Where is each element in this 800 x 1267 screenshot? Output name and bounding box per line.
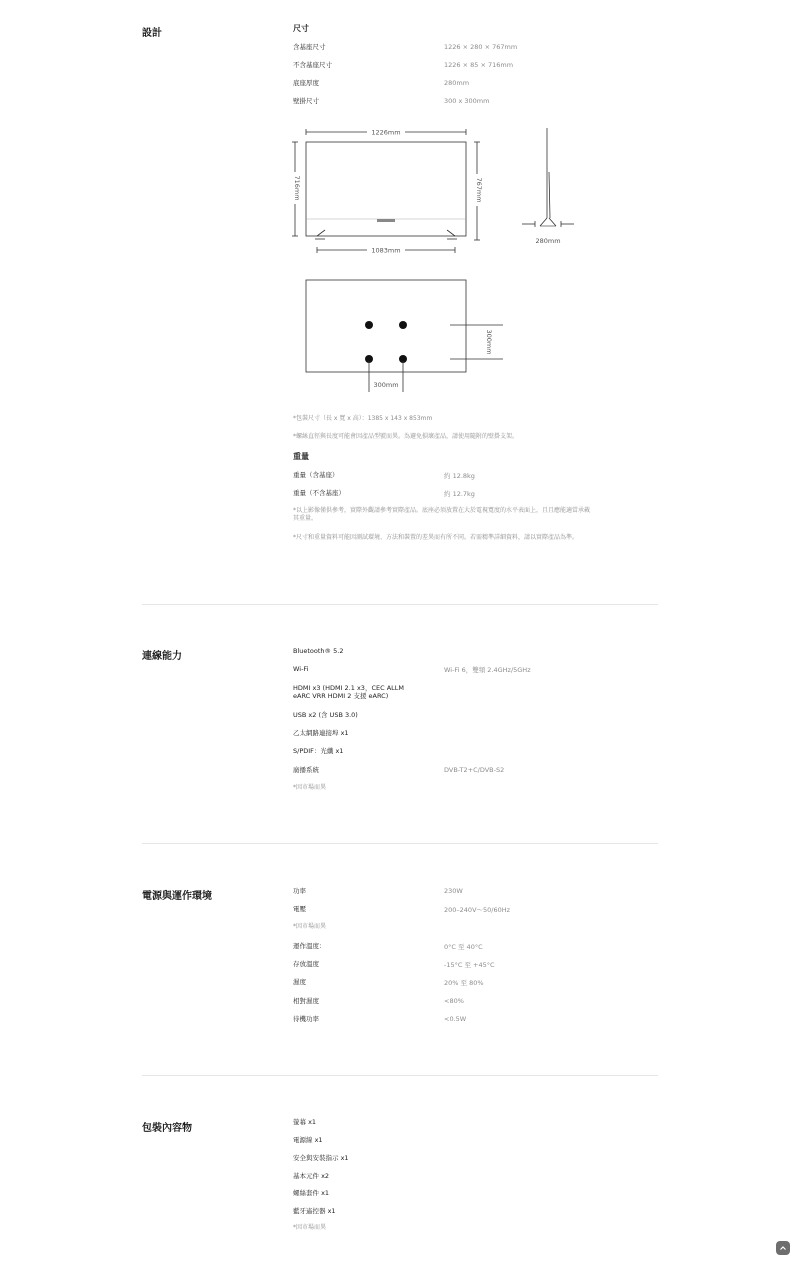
- power-label: 電壓: [293, 905, 306, 913]
- env-value: <80%: [444, 997, 464, 1005]
- package-item: 螢幕 x1: [293, 1118, 317, 1126]
- vesa-horizontal-label: 300mm: [373, 381, 399, 389]
- image-note: *以上影像僅供參考，實際外觀請參考實際產品。底座必須放置在大於電視寬度的水平表面上，且且應能適當承載其重量。: [293, 507, 591, 522]
- chevron-up-icon: [779, 1244, 787, 1252]
- package-item: 藍牙遙控器 x1: [293, 1207, 336, 1215]
- spec-value: 300 x 300mm: [444, 97, 490, 105]
- power-note: *因市場而異: [293, 923, 327, 930]
- power-value: 230W: [444, 887, 463, 895]
- vesa-vertical-label: 300mm: [485, 329, 493, 355]
- spec-label: 不含基座尺寸: [293, 61, 332, 69]
- weight-value: 約 12.8kg: [444, 472, 475, 480]
- size-subtitle: 尺寸: [293, 24, 309, 33]
- base-width-label: 1083mm: [371, 246, 401, 255]
- env-value: <0.5W: [444, 1015, 467, 1023]
- weight-subtitle: 重量: [293, 452, 309, 461]
- tv-dimension-diagram: [285, 122, 585, 262]
- spec-label: 壁掛尺寸: [293, 97, 319, 105]
- connectivity-label: 廣播系統: [293, 766, 319, 774]
- divider: [142, 604, 658, 605]
- spec-label: 含基座尺寸: [293, 43, 326, 51]
- package-item: 電源線 x1: [293, 1136, 323, 1144]
- env-label: 相對濕度: [293, 997, 319, 1005]
- power-label: 功率: [293, 887, 306, 895]
- env-label: 存放溫度: [293, 960, 319, 968]
- data-note: *尺寸和重量資料可能因測試環境、方法和裝置的差異而有所不同。若需精準詳細資料，請以實際產品為準。: [293, 534, 579, 541]
- spec-value: 1226 × 280 × 767mm: [444, 43, 518, 51]
- connectivity-value: Wi-Fi 6，雙頻 2.4GHz/5GHz: [444, 666, 531, 674]
- env-value: 20% 至 80%: [444, 979, 484, 987]
- connectivity-label: 乙太網路連接埠 x1: [293, 729, 349, 737]
- connectivity-label: S/PDIF：光纖 x1: [293, 747, 344, 755]
- spec-value: 1226 × 85 × 716mm: [444, 61, 514, 69]
- connectivity-label: HDMI x3 (HDMI 2.1 x3，CEC ALLM eARC VRR HDMI 2 支援 eARC): [293, 684, 404, 700]
- design-section-title: 設計: [142, 28, 162, 39]
- vesa-mount-diagram: [300, 275, 510, 395]
- connectivity-section-title: 連線能力: [142, 651, 182, 662]
- weight-value: 約 12.7kg: [444, 490, 475, 498]
- divider: [142, 1075, 658, 1076]
- env-value: -15°C 至 +45°C: [444, 961, 495, 969]
- weight-label: 重量（含基座）: [293, 471, 339, 479]
- spec-value: 280mm: [444, 79, 470, 87]
- height-left-label: 716mm: [293, 175, 301, 201]
- package-size-note: *包裝尺寸（長 x 寬 x 高）：1385 x 143 x 853mm: [293, 415, 433, 422]
- screw-note: *螺絲直徑與長度可能會因產品型號而異。為避免損壞產品，請使用隨附的壁掛支架。: [293, 433, 519, 440]
- connectivity-label: USB x2 (含 USB 3.0): [293, 711, 358, 719]
- power-section-title: 電源與運作環境: [142, 891, 212, 902]
- package-item: 螺絲套件 x1: [293, 1189, 330, 1197]
- env-label: 運作溫度：: [293, 942, 326, 950]
- env-label: 待機功率: [293, 1015, 319, 1023]
- connectivity-value: DVB-T2+C/DVB-S2: [444, 766, 505, 774]
- scroll-to-top-button[interactable]: [776, 1241, 790, 1255]
- connectivity-label: Wi-Fi: [293, 665, 309, 673]
- weight-label: 重量（不含基座）: [293, 489, 345, 497]
- width-top-label: 1226mm: [371, 128, 401, 137]
- height-right-label: 767mm: [475, 177, 483, 203]
- connectivity-label: Bluetooth® 5.2: [293, 647, 344, 655]
- package-note: *因市場而異: [293, 1224, 327, 1231]
- connectivity-note: *因市場而異: [293, 784, 327, 791]
- power-value: 200–240V～50/60Hz: [444, 906, 511, 914]
- package-item: 基本元件 x2: [293, 1172, 330, 1180]
- package-section-title: 包裝內容物: [142, 1123, 192, 1134]
- env-value: 0°C 至 40°C: [444, 943, 483, 951]
- env-label: 濕度: [293, 978, 306, 986]
- divider: [142, 843, 658, 844]
- spec-label: 底座厚度: [293, 79, 319, 87]
- depth-label: 280mm: [535, 237, 561, 245]
- package-item: 安全與安裝指示 x1: [293, 1154, 349, 1162]
